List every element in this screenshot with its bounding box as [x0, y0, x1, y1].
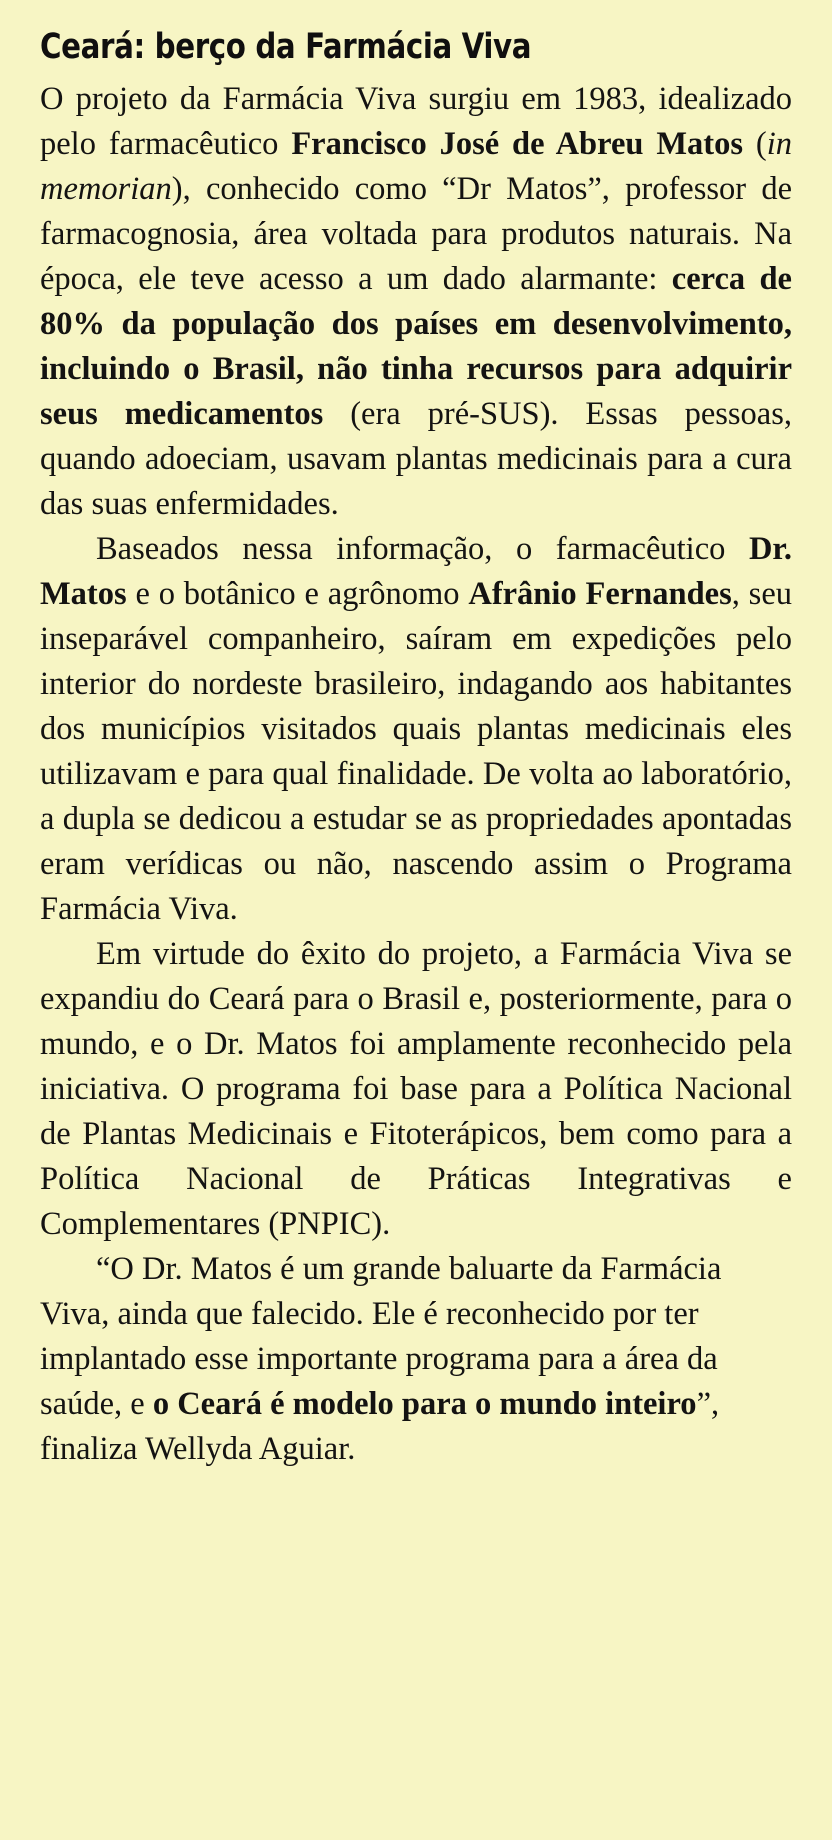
text-run: , seu inseparável companheiro, saíram em expedições pelo interior do nordeste brasileiro, indagando aos habitantes dos municípios visitados quais plantas medicinais eles utilizavam e para qual finalidade. De volta ao laboratório, a dupla se dedicou a estudar se as propriedades apontadas eram verídicas ou não, nascendo assim o Programa Farmácia Viva. — [40, 576, 792, 927]
text-run: ), conhecido como “Dr Matos”, professor de farmacognosia, área voltada para produtos naturais. Na época, ele teve acesso a um dado alarmante: — [40, 171, 792, 297]
text-run: Baseados nessa informação, o farmacêutico — [96, 531, 749, 567]
emphasis-bold: Dr. Matos — [40, 531, 792, 612]
text-run: ”, finaliza Wellyda Aguiar. — [40, 1386, 720, 1467]
text-run: (era pré-SUS). Essas pessoas, quando adoeciam, usavam plantas medicinais para a cura das suas enfermidades. — [40, 396, 792, 522]
article-body — [40, 77, 792, 1472]
emphasis-italic: in memorian — [40, 126, 792, 207]
article-headline: Ceará: berço da Farmácia Viva — [40, 27, 532, 67]
article-paragraph — [40, 527, 792, 932]
article-paragraph — [40, 1247, 792, 1472]
text-run: “O Dr. Matos é um grande baluarte da Farmácia Viva, ainda que falecido. Ele é reconhecido por ter implantado esse importante programa para a área da saúde, e — [40, 1251, 722, 1422]
text-run: ( — [743, 126, 767, 162]
emphasis-bold: Francisco José de Abreu Matos — [291, 126, 743, 162]
emphasis-bold: cerca de 80% da população dos países em desenvolvimento, incluindo o Brasil, não tinha recursos para adquirir seus medicamentos — [40, 261, 792, 432]
emphasis-bold: Afrânio Fernandes — [468, 576, 732, 612]
emphasis-bold: o Ceará é modelo para o mundo inteiro — [152, 1386, 697, 1422]
article-paragraph — [40, 932, 792, 1247]
text-run: e o botânico e agrônomo — [126, 576, 469, 612]
text-run: Em virtude do êxito do projeto, a Farmácia Viva se expandiu do Ceará para o Brasil e, posteriormente, para o mundo, e o Dr. Matos foi amplamente reconhecido pela iniciativa. O programa foi base para a Política Nacional de Plantas Medicinais e Fitoterápicos, bem como para a Política Nacional de Práticas Integrativas e Complementares (PNPIC). — [40, 936, 792, 1242]
article-paragraph — [40, 77, 792, 527]
text-run: O projeto da Farmácia Viva surgiu em 1983, idealizado pelo farmacêutico — [40, 81, 792, 162]
